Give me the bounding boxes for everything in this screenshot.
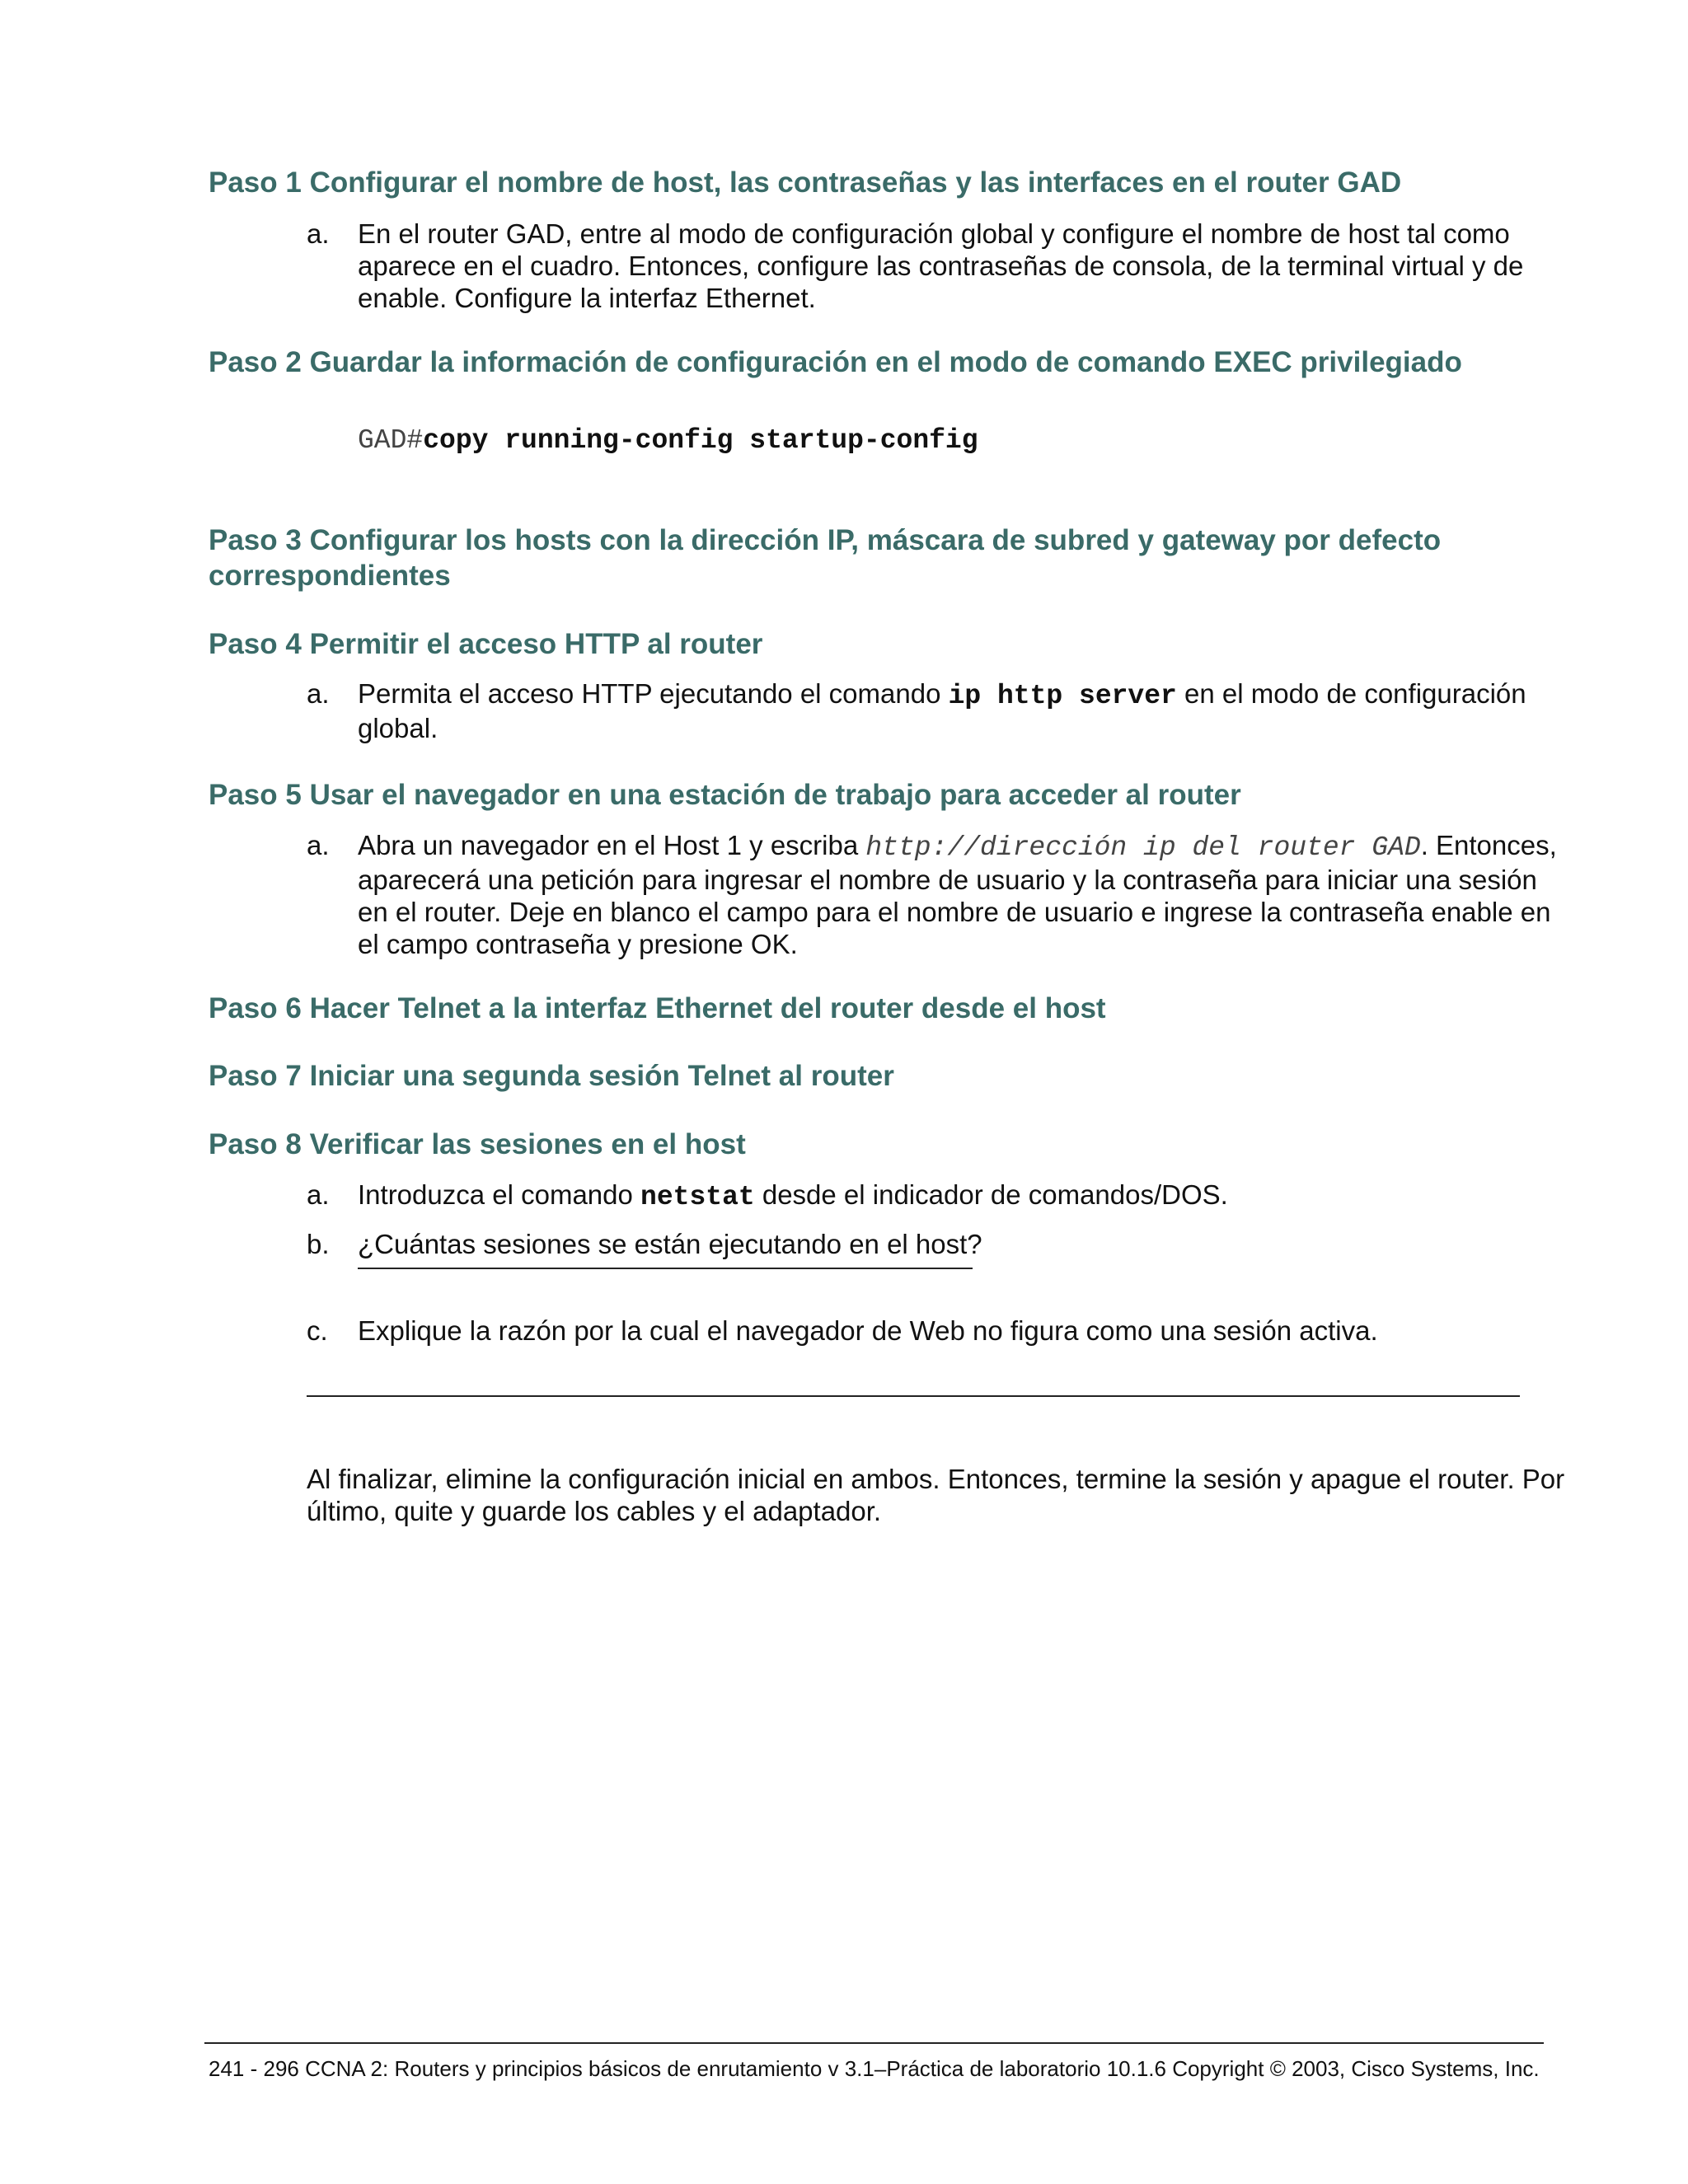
inline-command: netstat <box>640 1182 755 1212</box>
command-line <box>358 422 978 457</box>
inline-url: http://dirección ip del router GAD <box>865 832 1421 863</box>
step-8-item-c <box>307 1315 1568 1347</box>
step-5-item-a <box>307 829 1568 960</box>
item-text <box>358 1179 1568 1213</box>
item-text: Explique la razón por la cual el navegador de Web no figura como una sesión activa. <box>358 1315 1378 1346</box>
step-3-title: Paso 3 Configurar los hosts con la dirección IP, máscara de subred y gateway por defecto correspondientes <box>209 524 1442 592</box>
step-8-item-b <box>307 1228 1568 1260</box>
step-4-title: Paso 4 Permitir el acceso HTTP al router <box>209 628 763 660</box>
item-label: a. <box>307 678 330 709</box>
footer-divider <box>204 2042 1544 2044</box>
text-before: Introduzca el comando <box>358 1179 641 1210</box>
text-before: Permita el acceso HTTP ejecutando el comando <box>358 678 949 709</box>
step-1-item-a <box>307 218 1568 314</box>
text-after: . Entonces, aparecerá una petición para ingresar el nombre de usuario y la contraseña para iniciar una sesión en el router. Deje en blanco el campo para el nombre de usuario e ingrese la contraseña enable en el campo contraseña y presione OK. <box>358 830 1557 959</box>
text-before: Abra un navegador en el Host 1 y escriba <box>358 830 866 860</box>
item-label: a. <box>307 830 330 860</box>
command-text: copy running-config startup-config <box>423 425 978 456</box>
item-text: En el router GAD, entre al modo de configuración global y configure el nombre de host tal como aparece en el cuadro. Entonces, configure las contraseñas de consola, de la terminal virtual y de enable. Configure la interfaz Ethernet. <box>358 218 1524 313</box>
step-1-title: Paso 1 Configurar el nombre de host, las contraseñas y las interfaces en el router GAD <box>209 166 1402 199</box>
item-label: c. <box>307 1315 328 1346</box>
step-8-item-a <box>307 1179 1568 1213</box>
step-5-title: Paso 5 Usar el navegador en una estación de trabajo para acceder al router <box>209 779 1241 811</box>
text-after: desde el indicador de comandos/DOS. <box>754 1179 1228 1210</box>
command-prompt: GAD# <box>358 425 424 456</box>
page-footer: 241 - 296 CCNA 2: Routers y principios básicos de enrutamiento v 3.1–Práctica de laboratorio 10.1.6 Copyright © 2003, Cisco Systems, Inc. <box>209 2056 1540 2081</box>
closing-paragraph: Al finalizar, elimine la configuración inicial en ambos. Entonces, termine la sesión y apague el router. Por último, quite y guarde los cables y el adaptador. <box>307 1464 1565 1526</box>
text-after: en el modo de configuración global. <box>358 678 1526 743</box>
step-8-title: Paso 8 Verificar las sesiones en el host <box>209 1128 746 1160</box>
step-7-title: Paso 7 Iniciar una segunda sesión Telnet al router <box>209 1060 894 1092</box>
inline-command: ip http server <box>948 681 1177 711</box>
item-text <box>358 677 1568 744</box>
answer-line-c <box>307 1395 1520 1397</box>
step-4-item-a <box>307 677 1568 744</box>
item-label: b. <box>307 1229 330 1259</box>
step-2-title: Paso 2 Guardar la información de configuración en el modo de comando EXEC privilegiado <box>209 346 1462 378</box>
answer-line-b <box>358 1268 973 1269</box>
item-text: ¿Cuántas sesiones se están ejecutando en el host? <box>358 1229 982 1259</box>
item-label: a. <box>307 218 330 249</box>
item-label: a. <box>307 1179 330 1210</box>
step-6-title: Paso 6 Hacer Telnet a la interfaz Ethernet del router desde el host <box>209 992 1106 1024</box>
item-text <box>358 829 1568 960</box>
